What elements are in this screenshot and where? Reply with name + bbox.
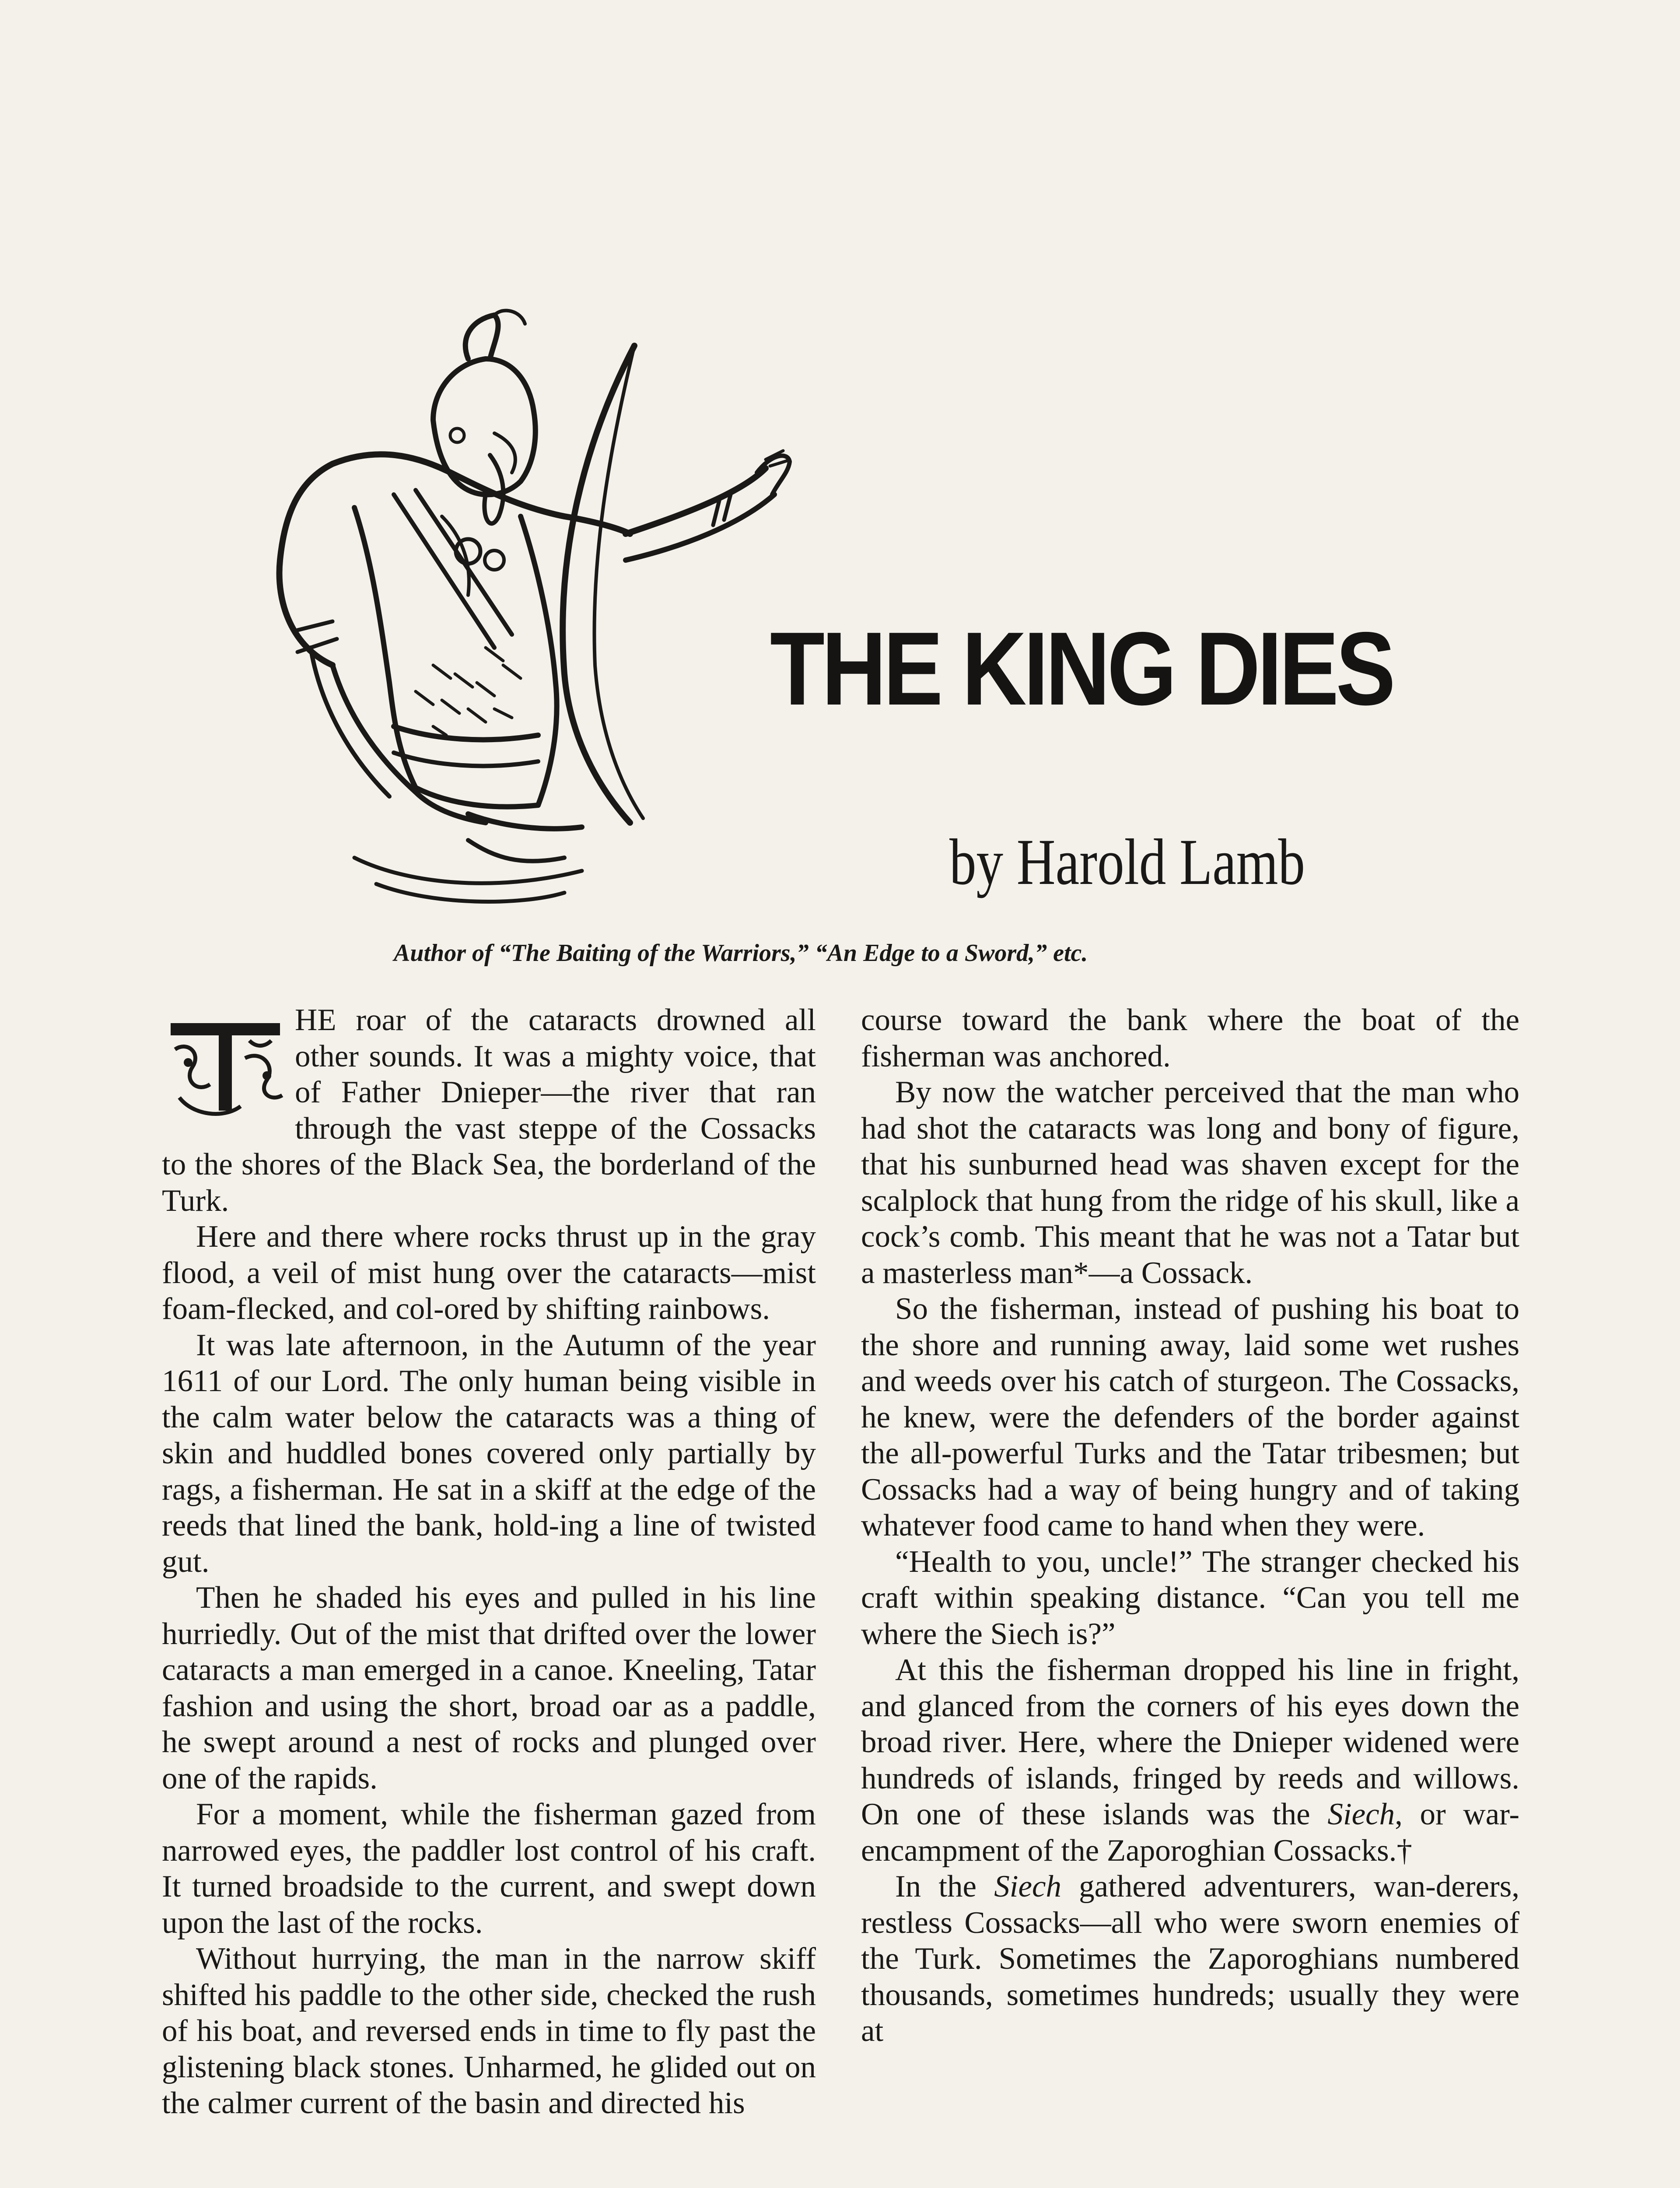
paragraph: Then he shaded his eyes and pulled in his line hurriedly. Out of the mist that drifted over the lower cataracts a man emerged in a canoe. Kneeling, Tatar fashion and using the short, broad oar as a paddle, he swept around a nest of rocks and plunged over one of the rapids. [162, 1581, 816, 1795]
left-column [162, 1002, 816, 2121]
paragraph: Without hurrying, the man in the narrow skiff shifted his paddle to the other side, checked the rush of his boat, and reversed ends in time to fly past the glistening black stones. Unharmed, he glided out on the calmer current of the basin and directed his [162, 1942, 816, 2120]
cossack-illustration [188, 289, 792, 919]
siech-term: Siech [1327, 1797, 1395, 1831]
story-title: THE KING DIES [770, 611, 1393, 727]
paragraph-text: gathered adventurers, wan-derers, restless Cossacks—all who were sworn enemies of the Turk. Sometimes the Zaporoghians numbered thousands, sometimes hundreds; usually they were at [861, 1869, 1519, 2048]
paragraph: So the fisherman, instead of pushing his boat to the shore and running away, laid some wet rushes and weeds over his catch of sturgeon. The Cossacks, he knew, were the defenders of the border against the all-powerful Turks and the Tatar tribesmen; but Cossacks had a way of being hungry and of taking whatever food came to hand when they were. [861, 1292, 1519, 1543]
opening-paragraph [162, 1002, 816, 1219]
paragraph: It was late afternoon, in the Autumn of the year 1611 of our Lord. The only human being visible in the calm water below the cataracts was a thing of skin and huddled bones covered only partially by rags, a fisherman. He sat in a skiff at the edge of the reeds that lined the bank, hold-ing a line of twisted gut. [162, 1328, 816, 1579]
opening-paragraph-text: HE roar of the cataracts drowned all other sounds. It was a mighty voice, that of Father Dnieper—the river that ran through the vast steppe of the Cossacks to the shores of the Black Sea, the borderland of the Turk. [162, 1003, 816, 1218]
paragraph: “Health to you, uncle!” The stranger checked his craft within speaking distance. “Can you tell me where the Siech is?” [861, 1544, 1519, 1651]
paragraph: course toward the bank where the boat of the fisherman was anchored. [861, 1003, 1519, 1073]
paragraph-text: In the [895, 1869, 994, 1904]
siech-term: Siech [994, 1869, 1061, 1904]
drop-cap-t [162, 1010, 289, 1124]
paragraph: For a moment, while the fisherman gazed from narrowed eyes, the paddler lost control of his craft. It turned broadside to the current, and swept down upon the last of the rocks. [162, 1797, 816, 1940]
paragraph [861, 1652, 1519, 1869]
paragraph-text: , or war-encampment of the Zaporoghian Cossacks.† [861, 1797, 1520, 1868]
author-credit: Author of “The Baiting of the Warriors,” “An Edge to a Sword,” etc. [394, 940, 1088, 967]
right-column [861, 1002, 1519, 2049]
story-byline: by Harold Lamb [949, 826, 1305, 898]
paragraph [861, 1869, 1519, 2049]
paragraph-text: At this the fisherman dropped his line in fright, and glanced from the corners of his eyes down the broad river. Here, where the Dnieper widened were hundreds of islands, fringed by reeds and willows. On one of these islands was the [861, 1653, 1519, 1831]
paragraph: Here and there where rocks thrust up in the gray flood, a veil of mist hung over the cataracts—mist foam-flecked, and col-ored by shifting rainbows. [162, 1220, 816, 1326]
paragraph: By now the watcher perceived that the man who had shot the cataracts was long and bony of figure, that his sunburned head was shaven except for the scalplock that hung from the ridge of his skull, like a cock’s comb. This meant that he was not a Tatar but a masterless man*—a Cossack. [861, 1075, 1519, 1290]
